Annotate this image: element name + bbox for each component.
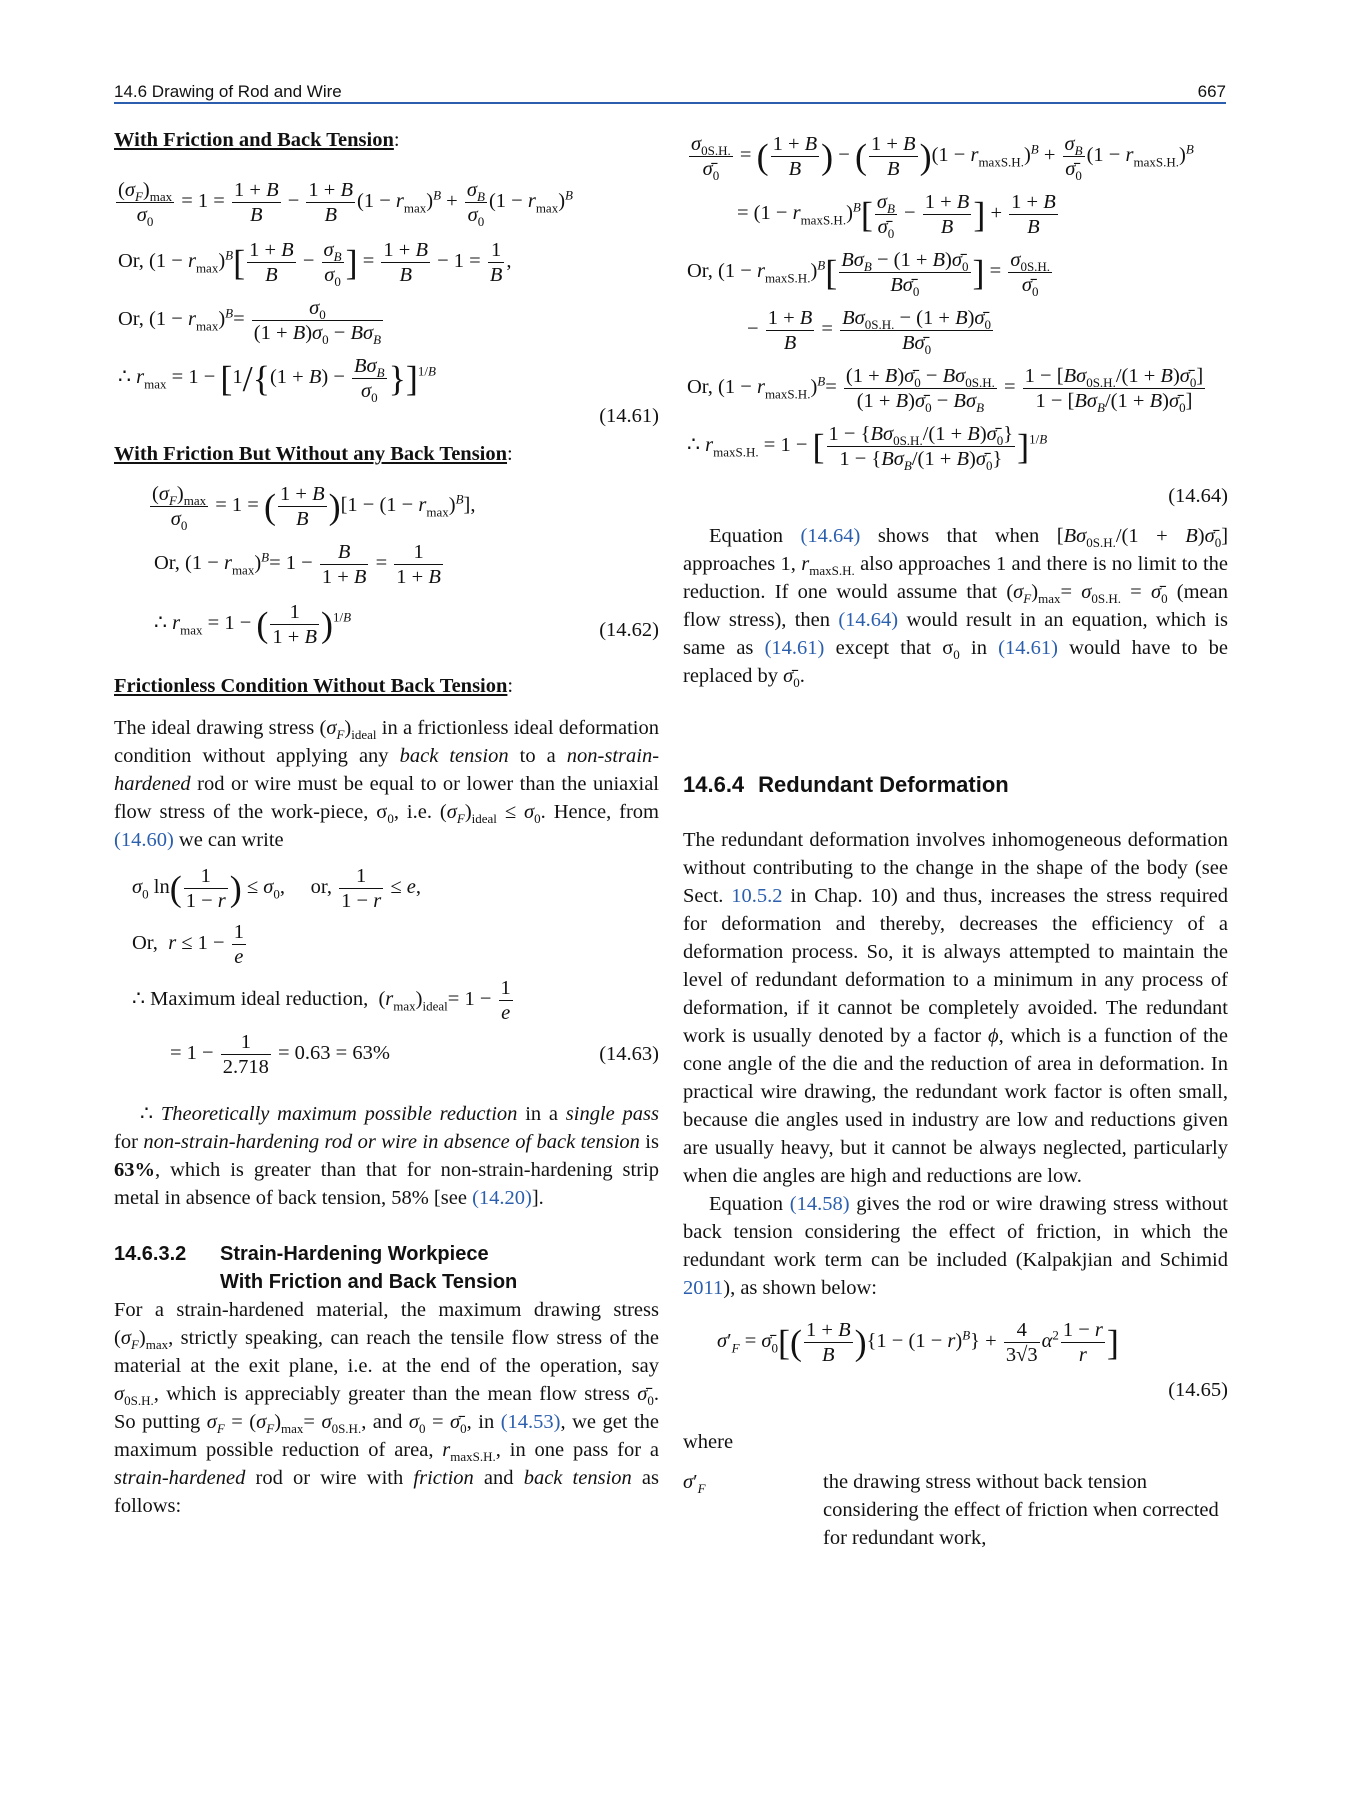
paragraph-equation-14-58: Equation (14.58) gives the rod or wire drawing stress without back tension considering the effect of friction, in which the redundant work term can be included (Kalpakjian and Schimid 2011), as shown below: — [683, 1193, 1228, 1299]
header-rule — [114, 102, 1226, 104]
def-symbol-sigma-f-prime: $\sigma'_F$ — [683, 1471, 706, 1497]
equation-block-14-61: $\frac{(\sigma_F)_{max}}{\sigma_0}$ = 1 = $\frac{1 + B}{B}$ − $\frac{1 + B}{B}$ $(1 - r_{max})^B$ + $\frac{\sigma_B}{\sigma_0}$ $(1 - r_{max})^B$ Or, $(1 - r_{max})^B$[ $\frac{1 + B}{B}$ − $\frac{\sigma_B}{\sigma_0}$ ] = $\frac{1 + B}{B}$ − 1 = $\frac{1}{B}$ , Or, $(1 - r_{max})^B=$ $\frac{\sigma_0}{(1 + B)\sigma_0 - B\sigma_B}$ ∴ $r_{max} = 1 - [1/\{(1 + B)$ − $\frac{B\sigma_B}{\sigma_0}$ }]$^{1/B}$ (14.61) — [114, 154, 659, 430]
equation-block-14-64: $\frac{\sigma_{0S.H.}}{\sigmā_0}$ = ( $\frac{1 + B}{B}$ ) − ( $\frac{1 + B}{B}$ )$(1 - r_{maxS.H.})^B$ + $\frac{\sigma_B}{\sigmā_0}$ $(1 - r_{maxS.H.})^B$ = $(1 - r_{maxS.H.})^B$[ $\frac{\sigma_B}{\sigmā_0}$ − $\frac{1 + B}{B}$ ] + $\frac{1 + B}{B}$ Or, $(1 - r_{maxS.H.})^B$[ $\frac{B\sigma_B - (1 + B)\sigmā_0}{B\sigmā_0}$ ] = $\frac{\sigma_{0S.H.}}{\sigmā_0}$ − $\frac{1 + B}{B}$ = $\frac{B\sigma_{0S.H.} - (1 + B)\sigmā_0}{B\sigmā_0}$ Or, $(1 - r_{maxS.H.})^B=$ $\frac{(1 + B)\sigmā_0 - B\sigma_{0S.H.}}{(1 + B)\sigmā_0 - B\sigma_B}$ = $\frac{1 - [B\sigma_{0S.H.}/(1 + B)\sigmā_0]}{1 - [B\sigma_B/(1 + B)\sigmā_0]}$ ∴ $r_{maxS.H.} = 1$ − [ $\frac{1 - \{B\sigma_{0S.H.}/(1 + B)\sigmā_0\}}{1 - \{B\sigma_B/(1 + B)\sigmā_0\}}$ ]$^{1/B}$ (14.64) — [683, 124, 1228, 514]
ref-14-61-b[interactable]: (14.61) — [998, 637, 1058, 659]
eq-number-14-64: (14.64) — [1168, 485, 1228, 507]
equation-block-14-65: $\sigma'_F$ = $\sigmā_0$[( $\frac{1 + B}{B}$ )$\{1 - (1 - r)^B\}$ + $\frac{4}{3√3}$ $\alpha^2$ $\frac{1 - r}{r}$ ] (14.65) — [683, 1302, 1228, 1414]
definition-list — [683, 1468, 1228, 1558]
left-column — [114, 124, 659, 1520]
eq-number-14-65: (14.65) — [1168, 1379, 1228, 1401]
ref-sect-10-5-2[interactable]: 10.5.2 — [731, 885, 783, 907]
subsection-heading: 14.6.3.2 Strain-Hardening Workpiece With Friction and Back Tension — [114, 1243, 518, 1293]
ref-kalpakjian-2011[interactable]: 2011 — [683, 1277, 724, 1299]
ref-14-64-b[interactable]: (14.64) — [838, 609, 899, 631]
ref-14-61-a[interactable]: (14.61) — [764, 637, 825, 659]
ref-14-53[interactable]: (14.53) — [500, 1411, 561, 1433]
section-heading-redundant-deformation: 14.6.4 Redundant Deformation — [683, 772, 1009, 797]
paragraph-ideal-drawing-stress: The ideal drawing stress $(\sigma_F)_{ideal}$ in a frictionless ideal deformation condition without applying any back tension to a non-strain-hardened rod or wire must be equal to or lower than the uniaxial flow stress of the work-piece, $\sigma_0$, i.e. $(\sigma_F)_{ideal} \le \sigma_0$. Hence, from (14.60) we can write — [114, 717, 660, 851]
where-label: where — [683, 1431, 734, 1453]
ref-14-58[interactable]: (14.58) — [789, 1193, 850, 1215]
eq-number-14-63: (14.63) — [599, 1043, 659, 1065]
ref-14-20[interactable]: (14.20) — [472, 1187, 532, 1209]
page-number: 667 — [1197, 82, 1226, 101]
paragraph-strain-hardened: For a strain-hardened material, the maximum drawing stress $(\sigma_F)_{max}$, strictly speaking, can reach the tensile flow stress of the material at the exit plane, i.e. at the end of the operation, say $\sigma_{0S.H.}$, which is appreciably greater than the mean flow stress $\sigmā_0$. So putting $\sigma_F = (\sigma_F)_{max}= \sigma_{0S.H.}$, and $\sigma_0$ = $\sigmā_0$, in (14.53), we get the maximum possible reduction of area, $r_{maxS.H.}$, in one pass for a strain-hardened rod or wire with friction and back tension as follows: — [114, 1299, 660, 1517]
eq63-label: ∴ Maximum ideal reduction, — [132, 988, 369, 1011]
def-text: the drawing stress without back tension considering the effect of friction when corrected for redundant work, — [823, 1471, 1219, 1549]
paragraph-theoretical-max: ∴ Theoretically maximum possible reduction in a single pass for non-strain-hardening rod or wire in absence of back tension is 63%, which is greater than that for non-strain-hardening strip metal in absence of back tension, 58% [see (14.20)]. — [114, 1103, 659, 1209]
heading-friction-no-back-tension: With Friction But Without any Back Tension: — [114, 443, 513, 465]
heading-frictionless: Frictionless Condition Without Back Tension: — [114, 675, 514, 697]
paragraph-redundant-deformation: The redundant deformation involves inhomogeneous deformation without contributing to the change in the shape of the body (see Sect. 10.5.2 in Chap. 10) and thus, increases the stress required for deformation and thereby, decreases the efficiency of a deformation process. So, it is always attempted to maintain the level of redundant deformation to a minimum in any process of deformation, if it cannot be completely avoided. The redundant work is usually denoted by a factor ϕ, which is a function of the cone angle of the die and the reduction of area in deformation. In practical wire drawing, the redundant work factor is often small, because die angles used in industry are low and reductions given are usually heavy, but it cannot be always neglected, particularly when die angles are high and reductions are low. — [683, 829, 1229, 1187]
heading-friction-back-tension: With Friction and Back Tension: — [114, 129, 400, 151]
right-column — [683, 124, 1228, 1558]
eq-number-14-61: (14.61) — [599, 405, 659, 427]
eq-number-14-62: (14.62) — [599, 619, 659, 641]
equation-block-14-62: $\frac{(\sigma_F)_{max}}{\sigma_0}$ = 1 = ( $\frac{1 + B}{B}$ )$[1 - (1 - r_{max})^B]$, Or, $(1 - r_{max})^B= 1$ − $\frac{B}{1 + B}$ = $\frac{1}{1 + B}$ ∴ $r_{max} = 1$ − ( $\frac{1}{1 + B}$ )$^{1/B}$ (14.62) — [152, 483, 659, 648]
ref-14-64-a[interactable]: (14.64) — [800, 525, 861, 547]
equation-block-14-63: $\sigma_0$ ln( $\frac{1}{1 - r}$ ) ≤ $\sigma_0$, or, $\frac{1}{1 - r}$ ≤ e, Or, r ≤ 1 − $\frac{1}{e}$ ∴ Maximum ideal reduction, $(r_{max})_{ideal}= 1$ − $\frac{1}{e}$ = 1 − $\frac{1}{2.718}$ = 0.63 = 63% (14.63) — [132, 865, 659, 1078]
paragraph-equation-14-64: Equation (14.64) shows that when [$B\sigma_{0S.H.}/(1$ + $B)\sigmā_0$] approaches 1, $r_{maxS.H.}$ also approaches 1 and there is no limit to the reduction. If one would assume that $(\sigma_F)_{max}= \sigma_{0S.H.}$ = $\sigmā_0$ (mean flow stress), then (14.64) would result in an equation, which is same as (14.61) except that $\sigma_0$ in (14.61) would have to be replaced by $\sigmā_0$. — [683, 525, 1229, 691]
ref-14-60[interactable]: (14.60) — [114, 829, 174, 851]
running-header-section: 14.6 Drawing of Rod and Wire — [114, 82, 342, 101]
